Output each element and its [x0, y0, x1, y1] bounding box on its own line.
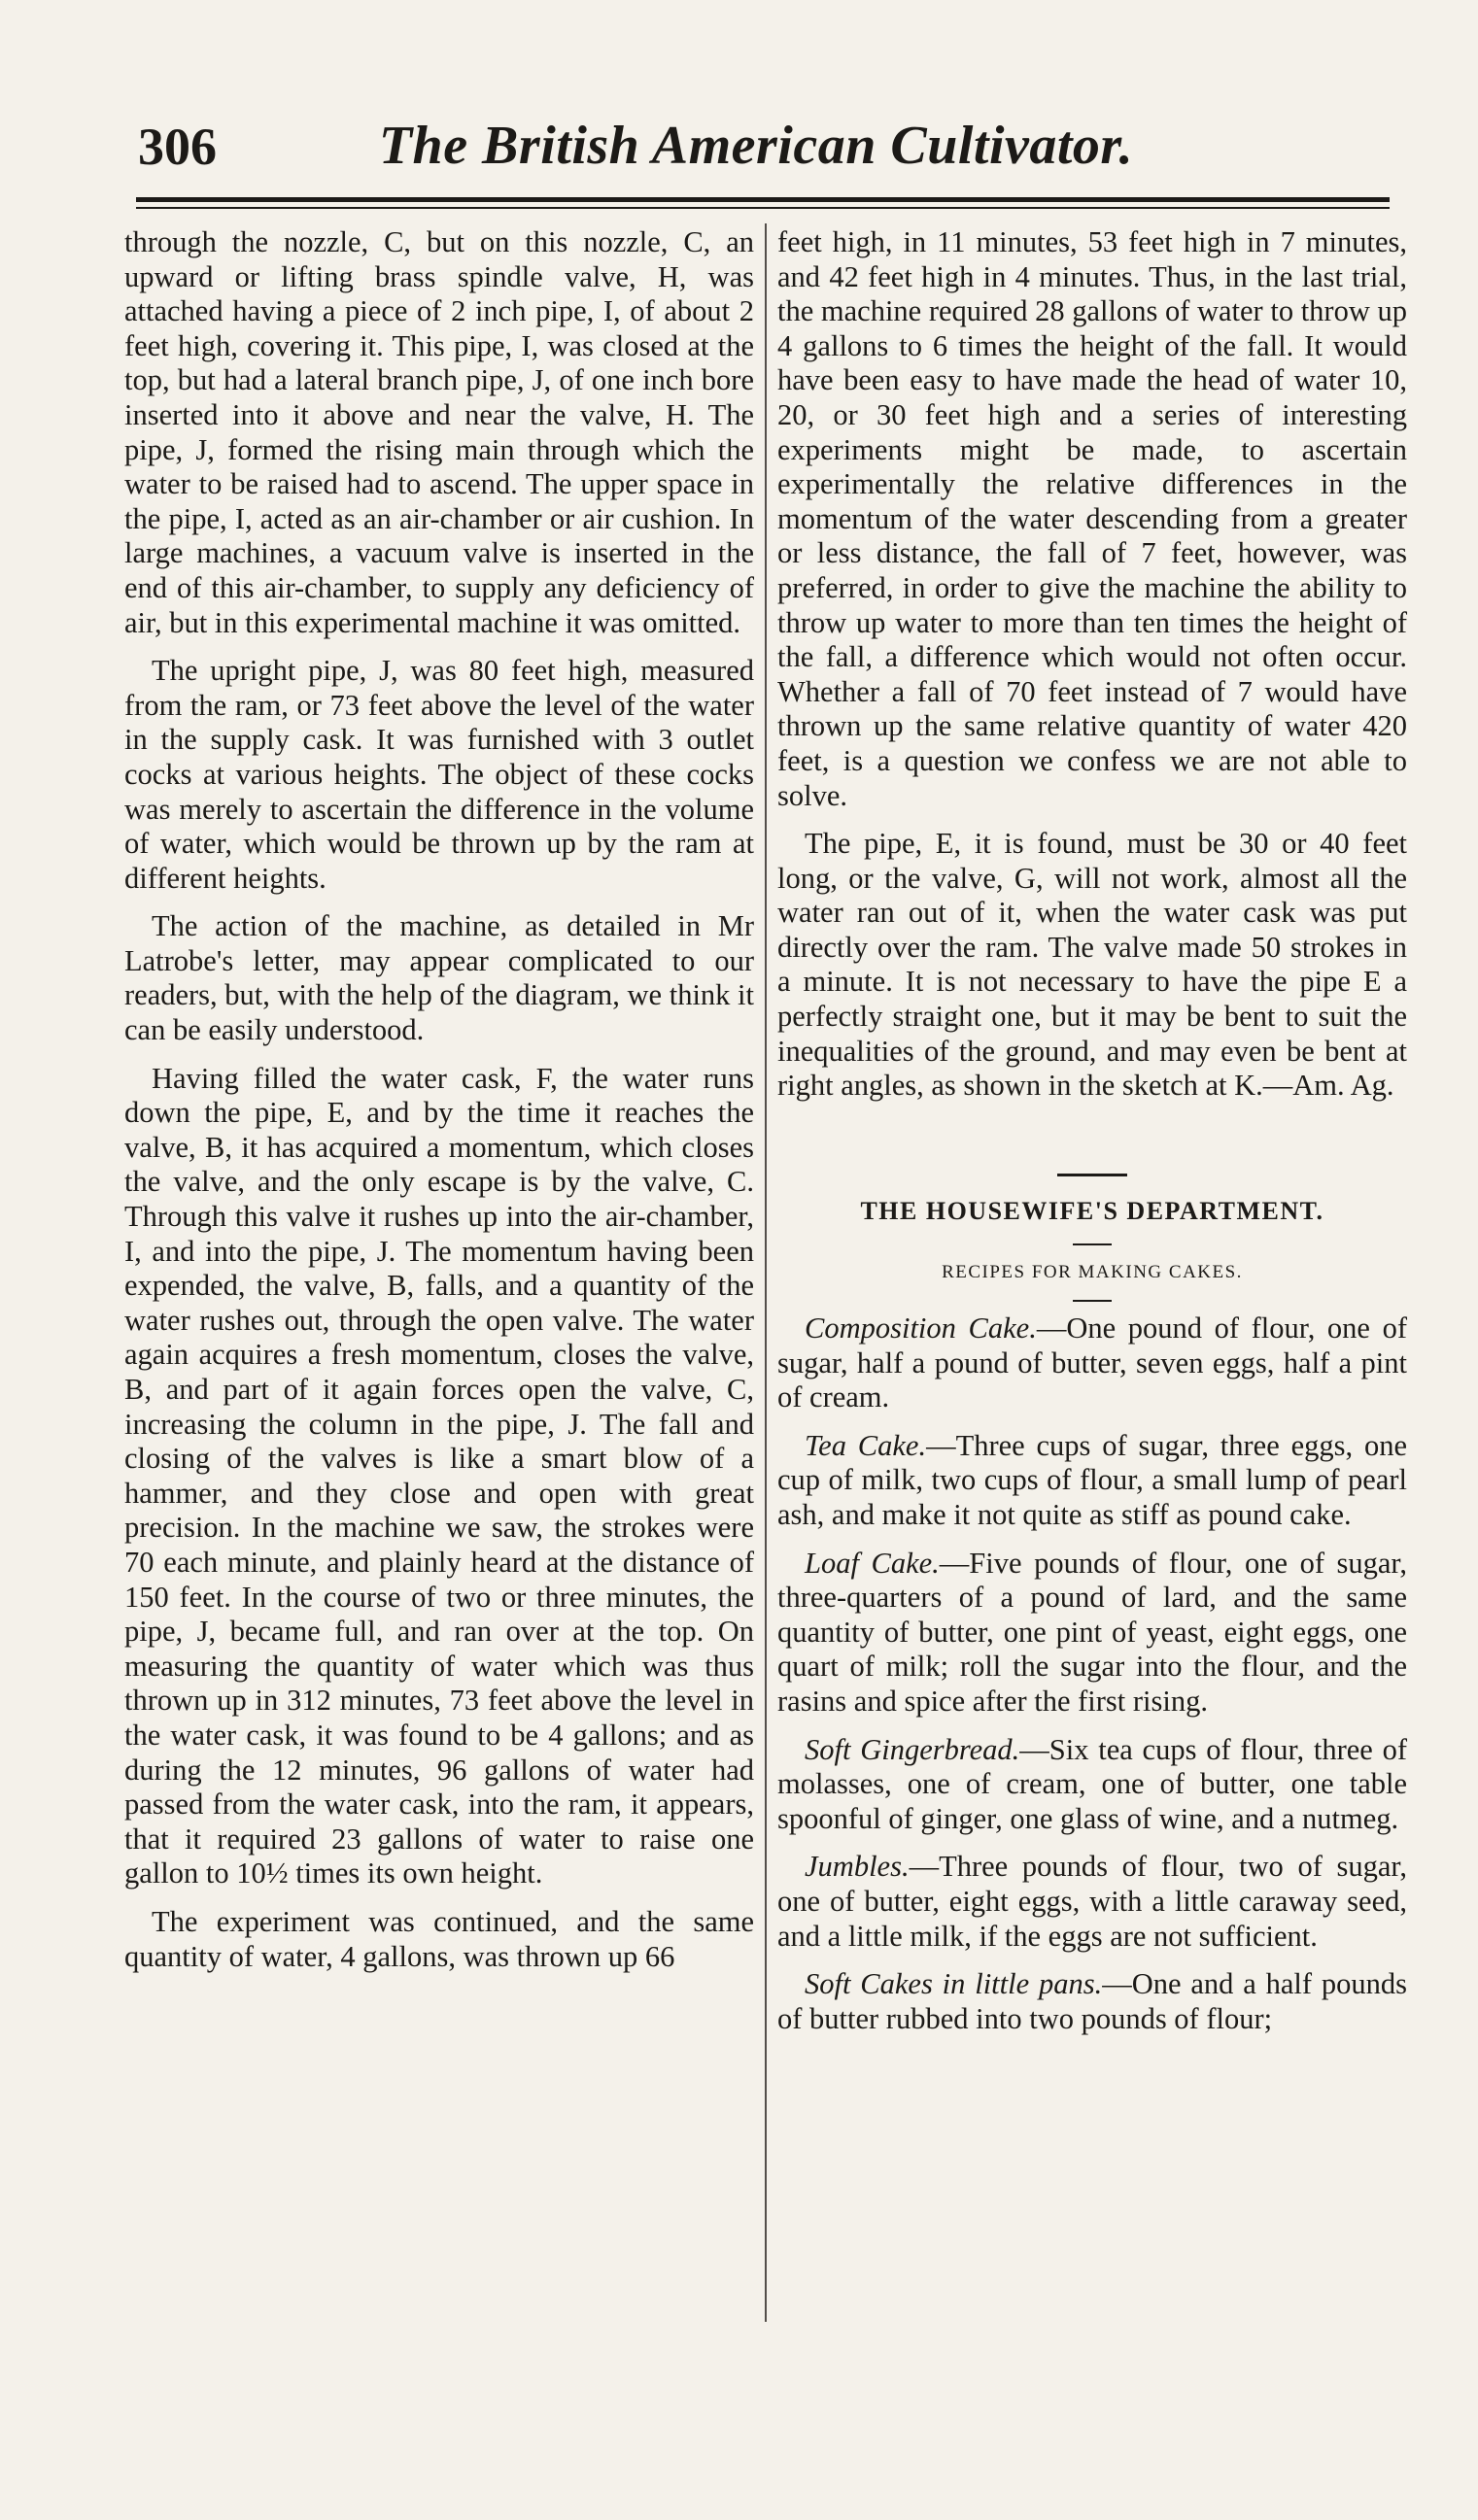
section-rule-small — [1073, 1300, 1112, 1302]
article-paragraph: The pipe, E, it is found, must be 30 or 40 feet long, or the valve, G, will not work, almost all the water ran out of it, when the water cask was put directly over the ram. The valve made 50 strokes in a minute. It is not necessary to have the pipe E a perfectly straight one, but it may be bent to suit the inequalities of the ground, and may even be bent at right angles, as shown in the sketch at K.—Am. Ag. — [777, 827, 1407, 1103]
recipe-paragraph — [777, 1850, 1407, 1954]
recipe-text: —Six tea cups of flour, three of molasses, one of cream, one of butter, one table spoonful of ginger, one glass of wine, and a nutmeg. — [777, 1732, 1407, 1835]
recipe-name: Jumbles. — [805, 1850, 910, 1884]
section-spacer — [777, 1117, 1407, 1156]
article-paragraph: through the nozzle, C, but on this nozzle, C, an upward or lifting brass spindle valve, H, was attached having a piece of 2 inch pipe, I, of about 2 feet high, covering it. This pipe, I, was closed at the top, but had a lateral branch pipe, J, of one inch bore inserted into it above and near the valve, H. The pipe, J, formed the rising main through which the water to be raised had to ascend. The upper space in the pipe, I, acted as an air-chamber or air cushion. In large machines, a vacuum valve is inserted in the end of this air-chamber, to supply any deficiency of air, but in this experimental machine it was omitted. — [124, 225, 754, 639]
article-paragraph: Having filled the water cask, F, the water runs down the pipe, E, and by the time it reaches the valve, B, it has acquired a momentum, which closes the valve, and the only escape is by the valve, C. Through this valve it rushes up into the air-chamber, I, and into the pipe, J. The momentum having been expended, the valve, B, falls, and a quantity of the water rushes out, through the open valve. The water again acquires a fresh momentum, closes the valve, B, and part of it again forces open the valve, C, increasing the column in the pipe, J. The fall and closing of the valves is like a smart blow of a hammer, and they close and open with great precision. In the machine we saw, the strokes were 70 each minute, and plainly heard at the distance of 150 feet. In the course of two or three minutes, the pipe, J, became full, and ran over at the top. On measuring the quantity of water which was thus thrown up in 312 minutes, 73 feet above the level in the water cask, it was found to be 4 gallons; and as during the 12 minutes, 96 gallons of water had passed from the water cask, into the ram, it appears, that it required 23 gallons of water to raise one gallon to 10½ times its own height. — [124, 1061, 754, 1890]
recipe-text: —Three pounds of flour, two of sugar, one of butter, eight eggs, with a little caraway seed, and a little milk, if the eggs are not sufficient. — [777, 1850, 1407, 1953]
page-header — [124, 115, 1388, 192]
recipes-title: RECIPES FOR MAKING CAKES. — [942, 1262, 1243, 1283]
recipe-text: —Three cups of sugar, three eggs, one cup of milk, two cups of flour, a small lump of pearl ash, and make it not quite as stiff as pound cake. — [777, 1428, 1407, 1531]
recipe-text: —Five pounds of flour, one of sugar, three-quarters of a pound of lard, and the same quantity of butter, one pint of yeast, eight eggs, one quart of milk; roll the sugar into the flour, and the rasins and spice after the first rising. — [777, 1546, 1407, 1718]
recipe-paragraph — [777, 1547, 1407, 1720]
recipe-paragraph — [777, 1733, 1407, 1837]
section-rule — [1057, 1174, 1127, 1176]
recipe-name: Loaf Cake. — [805, 1546, 940, 1580]
journal-title: The British American Cultivator. — [378, 116, 1134, 176]
recipe-paragraph — [777, 1311, 1407, 1415]
article-paragraph: The action of the machine, as detailed in Mr Latrobe's letter, may appear complicated to our readers, but, with the help of the diagram, we think it can be easily understood. — [124, 909, 754, 1047]
article-paragraph: The experiment was continued, and the same quantity of water, 4 gallons, was thrown up 66 — [124, 1904, 754, 1973]
header-rule-thick — [136, 197, 1390, 202]
recipe-text: —One and a half pounds of butter rubbed into two pounds of flour; — [777, 1967, 1407, 2035]
right-column — [777, 225, 1407, 2050]
department-title: THE HOUSEWIFE'S DEPARTMENT. — [860, 1196, 1324, 1225]
recipe-name: Soft Cakes in little pans. — [805, 1967, 1103, 2001]
header-rule-thin — [136, 207, 1390, 209]
section-rule-small — [1073, 1243, 1112, 1245]
page-number: 306 — [138, 118, 217, 176]
recipe-paragraph — [777, 1429, 1407, 1533]
recipe-name: Soft Gingerbread. — [805, 1732, 1020, 1766]
left-column — [124, 225, 754, 1974]
recipe-name: Tea Cake. — [805, 1428, 927, 1462]
article-paragraph: The upright pipe, J, was 80 feet high, measured from the ram, or 73 feet above the level of the water in the supply cask. It was furnished with 3 outlet cocks at various heights. The object of these cocks was merely to ascertain the difference in the volume of water, which would be thrown up by the ram at different heights. — [124, 654, 754, 895]
column-divider — [765, 223, 767, 2322]
recipe-name: Composition Cake. — [805, 1311, 1037, 1345]
recipe-text: —One pound of flour, one of sugar, half a pound of butter, seven eggs, half a pint of cream. — [777, 1311, 1407, 1414]
article-paragraph: feet high, in 11 minutes, 53 feet high in 7 minutes, and 42 feet high in 4 minutes. Thus, in the last trial, the machine required 28 gallons of water to throw up 4 gallons to 6 times the height of the fall. It would have been easy to have made the head of water 10, 20, or 30 feet high and a series of interesting experiments might be made, to ascertain experimentally the relative differences in the momentum of the water descending from a greater or less distance, the fall of 7 feet, however, was preferred, in order to give the machine the ability to throw up water to more than ten times the height of the fall, a difference which would not often occur. Whether a fall of 70 feet instead of 7 would have thrown up the same relative quantity of water 420 feet, is a question we confess we are not able to solve. — [777, 225, 1407, 812]
recipe-paragraph — [777, 1967, 1407, 2036]
